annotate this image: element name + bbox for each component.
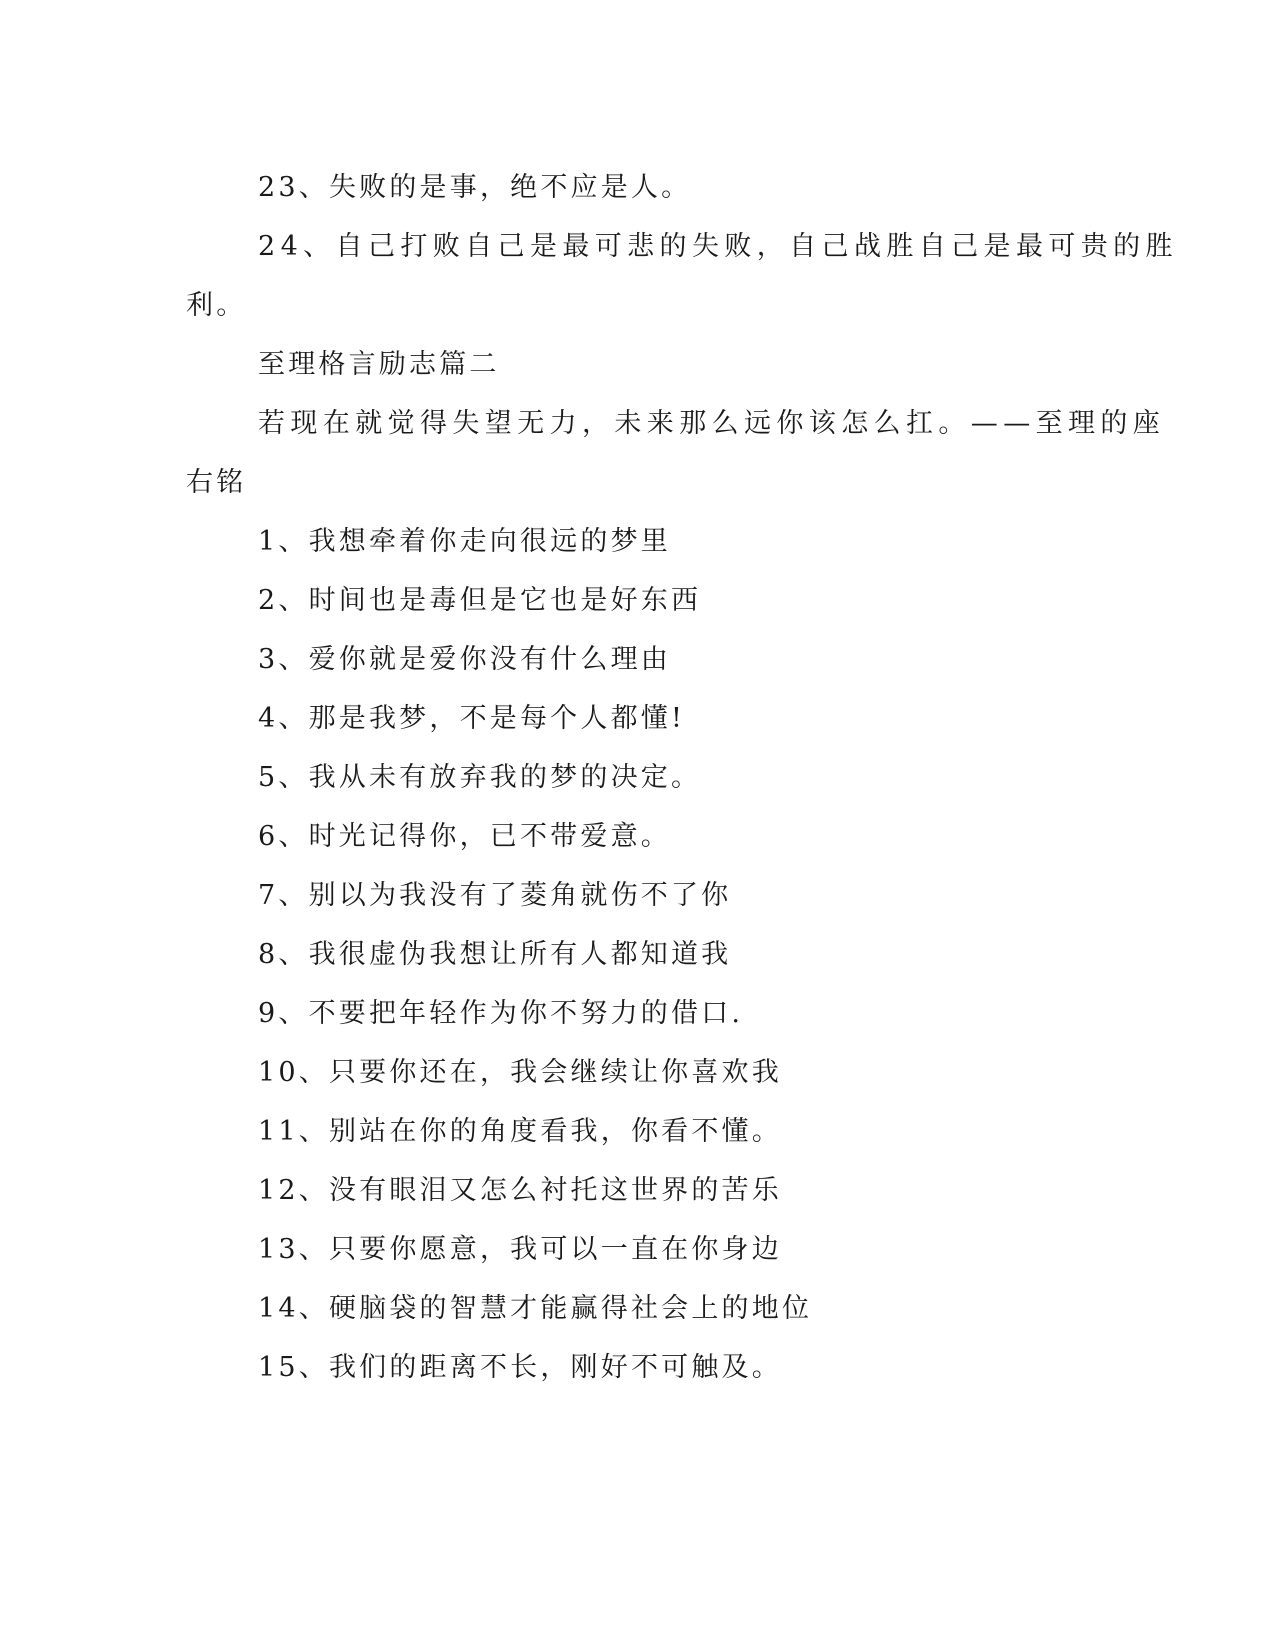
motto-line-1: 若现在就觉得失望无力，未来那么远你该怎么扛。——至理的座 xyxy=(258,408,1166,439)
list-item: 12、没有眼泪又怎么衬托这世界的苦乐 xyxy=(258,1175,782,1206)
list-item: 5、我从未有放弃我的梦的决定。 xyxy=(258,762,702,793)
list-item: 2、时间也是毒但是它也是好东西 xyxy=(258,585,702,616)
list-item: 8、我很虚伪我想让所有人都知道我 xyxy=(258,939,732,970)
motto-line-2: 右铭 xyxy=(186,467,247,498)
list-item: 3、爱你就是爱你没有什么理由 xyxy=(258,644,671,675)
paragraph-23: 23、失败的是事，绝不应是人。 xyxy=(258,172,692,203)
list-item: 9、不要把年轻作为你不努力的借口. xyxy=(258,998,744,1029)
section-heading: 至理格言励志篇二 xyxy=(258,349,500,380)
list-item: 6、时光记得你，已不带爱意。 xyxy=(258,821,671,852)
list-item: 13、只要你愿意，我可以一直在你身边 xyxy=(258,1234,782,1265)
list-item: 4、那是我梦，不是每个人都懂! xyxy=(258,703,686,734)
list-item: 11、别站在你的角度看我，你看不懂。 xyxy=(258,1116,782,1147)
list-item: 15、我们的距离不长，刚好不可触及。 xyxy=(258,1352,782,1383)
paragraph-24-line-2: 利。 xyxy=(186,290,247,321)
paragraph-24-line-1: 24、自己打败自己是最可悲的失败，自己战胜自己是最可贵的胜 xyxy=(258,231,1178,262)
list-item: 10、只要你还在，我会继续让你喜欢我 xyxy=(258,1057,782,1088)
list-item: 1、我想牵着你走向很远的梦里 xyxy=(258,526,671,557)
list-item: 14、硬脑袋的智慧才能赢得社会上的地位 xyxy=(258,1293,813,1324)
list-item: 7、别以为我没有了菱角就伤不了你 xyxy=(258,880,732,911)
